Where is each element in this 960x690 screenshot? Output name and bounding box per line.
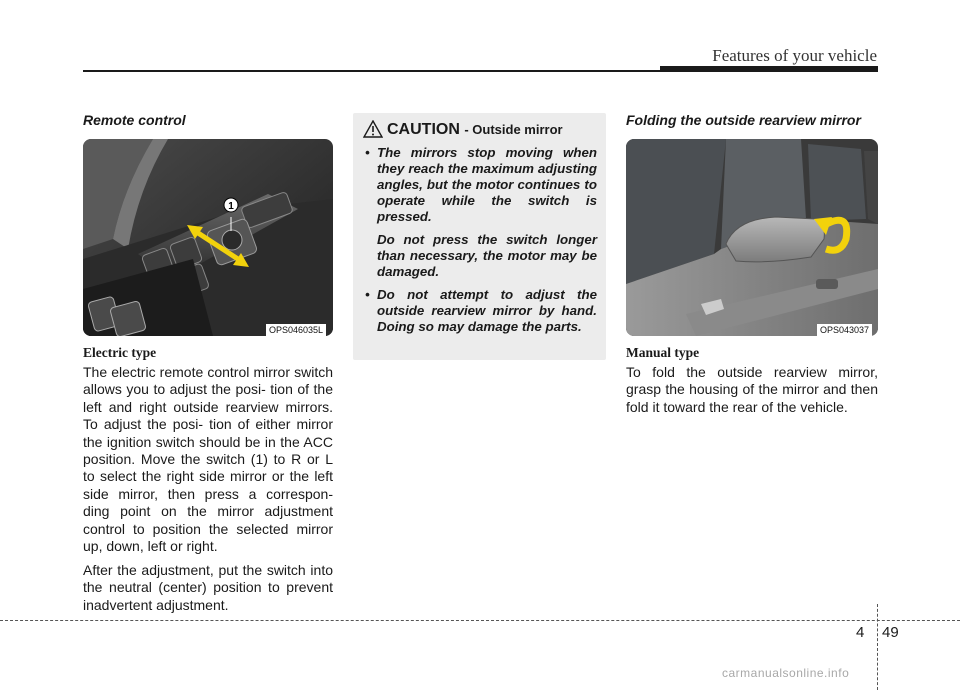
folding-mirror-heading: Folding the outside rearview mirror [626,112,861,128]
header-rule-accent [660,66,878,72]
folding-mirror-illustration [626,139,878,336]
mirror-switch-illustration [83,139,333,336]
electric-type-paragraph-1: The electric remote control mirror switch allows you to adjust the posi- tion of the left and right outside rearview mirrors. To adjust the posi- tion of either mirror the ignition switch should be in the ACC position. Move the switch (1) to R or L to select the right side mirror or the left side mirror, then press a correspon- ding point on the mirror adjustment control to position the selected mirror up, down, left or right. [83,364,333,555]
chapter-number: 4 [856,624,865,641]
footer-dashed-rule [0,620,960,621]
section-title: Features of your vehicle [712,46,877,65]
page-number: 49 [882,624,899,641]
caution-box [353,113,606,360]
remote-control-heading: Remote control [83,112,186,128]
electric-type-paragraph-2: After the adjustment, put the switch into the neutral (center) position to prevent inadvertent adjustment. [83,562,333,613]
photo-label-right: OPS043037 [817,324,872,336]
caution-title: CAUTION - Outside mirror [387,121,563,138]
photo-label-left: OPS046035L [266,324,326,336]
warning-triangle-icon [363,120,383,138]
manual-type-paragraph: To fold the outside rearview mirror, grasp the housing of the mirror and then fold it toward the rear of the vehicle. [626,364,878,415]
caution-item: • The mirrors stop moving when they reach the maximum adjusting angles, but the motor continues to operate while the switch is pressed. Do not press the switch longer than necessary, the motor may be damaged. [365,145,597,279]
electric-type-subheading: Electric type [83,345,157,360]
caution-list [363,145,597,342]
mirror-switch-photo [83,139,333,336]
page-number-divider [877,604,878,690]
watermark: carmanualsonline.info [722,666,850,680]
callout-number: 1 [228,201,234,212]
caution-item: • Do not attempt to adjust the outside rearview mirror by hand. Doing so may damage the parts. [365,287,597,334]
manual-type-subheading: Manual type [626,345,700,360]
caution-subtitle: - Outside mirror [464,122,563,137]
folding-mirror-photo [626,139,878,336]
